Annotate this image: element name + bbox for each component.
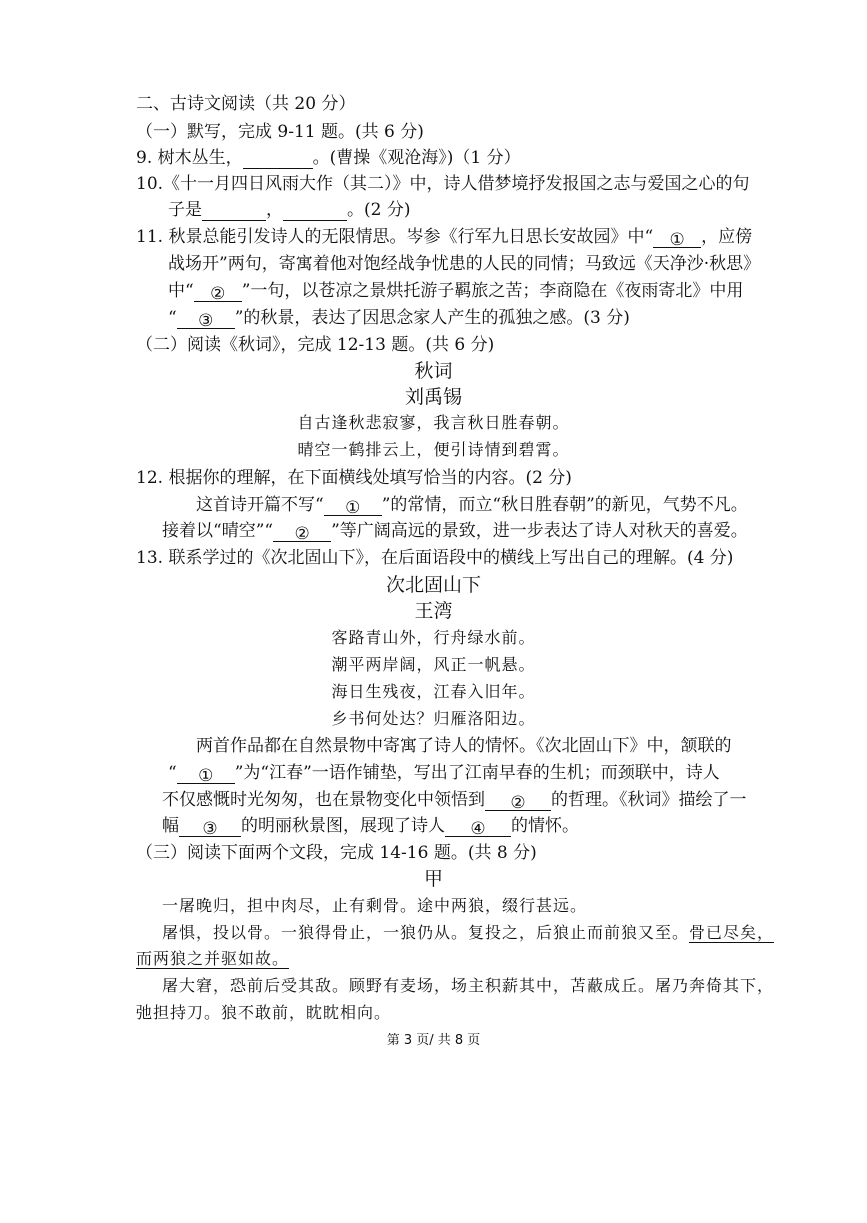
paragraph-line: [162, 789, 747, 811]
q10-text: 子是: [168, 200, 202, 220]
passage-line: 弛担持刀。狼不敢前，眈眈相向。: [136, 1003, 392, 1022]
poem-line: 乡书何处达？归雁洛阳边。: [331, 709, 536, 728]
poem-title: 秋词: [414, 360, 453, 382]
question-11: [136, 226, 752, 248]
part1-heading: （一）默写，完成 9-11 题。(共 6 分): [136, 122, 424, 142]
question-12-line3: [162, 520, 748, 542]
q10-separator: ，: [266, 200, 283, 220]
underlined-sentence: 骨已尽矣，: [689, 923, 775, 942]
q9-text: 9. 树木丛生，: [136, 148, 243, 168]
q12-text: ”的常情，而立“秋日胜春朝”的新见，气势不凡。: [381, 495, 748, 515]
passage-text: 屠惧，投以骨。一狼得骨止，一狼仍从。复投之，后狼止而前狼又至。: [162, 923, 690, 942]
poem-line: 海日生残夜，江春入旧年。: [331, 682, 536, 701]
answer-blank-4[interactable]: ④: [445, 818, 511, 837]
page-footer: 第 3 页/ 共 8 页: [386, 1033, 481, 1048]
para-text: 的明丽秋景图，展现了诗人: [241, 816, 445, 836]
answer-blank-3[interactable]: ③: [177, 310, 235, 329]
para-text: 不仅感慨时光匆匆，也在景物变化中领悟到: [162, 790, 485, 810]
q12-text: 接着以“晴空”“: [162, 521, 274, 541]
answer-blank[interactable]: [283, 202, 347, 221]
question-10-line2: [168, 199, 410, 221]
q12-text: ”等广阔高远的景致，进一步表达了诗人对秋天的喜爱。: [331, 521, 748, 541]
answer-blank[interactable]: [243, 150, 313, 169]
q11-text: 11. 秋景总能引发诗人的无限情思。岑参《行军九日思长安故园》中“: [136, 227, 654, 247]
answer-blank-2[interactable]: ②: [273, 523, 331, 542]
para-text: 幅: [162, 816, 179, 836]
para-text: “: [168, 763, 177, 783]
question-12: 12. 根据你的理解，在下面横线处填写恰当的内容。(2 分): [136, 468, 572, 488]
q9-source: 。(曹操《观沧海》)（1 分）: [312, 148, 521, 168]
part3-heading: （三）阅读下面两个文段，完成 14-16 题。(共 8 分): [136, 843, 537, 863]
poem-title: 次北固山下: [385, 574, 481, 596]
para-text: ”为“江春”一语作铺垫，写出了江南早春的生机；而颈联中，诗人: [234, 763, 720, 783]
question-11-line2: 战场开”两句，寄寓着他对饱经战争忧患的人民的同情；马致远《天净沙·秋思》: [168, 254, 761, 274]
q11-text: 中“: [168, 281, 194, 301]
q10-score: 。(2 分): [347, 200, 411, 220]
answer-blank-1[interactable]: ①: [324, 497, 382, 516]
answer-blank-2[interactable]: ②: [485, 792, 551, 811]
question-12-line2: [196, 494, 748, 516]
paragraph-line: [168, 762, 720, 784]
question-13: 13. 联系学过的《次北固山下》，在后面语段中的横线上写出自己的理解。(4 分): [136, 548, 734, 568]
paragraph-line: [162, 815, 579, 837]
poem-line: 潮平两岸阔，风正一帆悬。: [331, 655, 536, 674]
passage-line: [162, 922, 774, 944]
answer-blank-1[interactable]: ①: [653, 229, 701, 248]
paragraph-line: 两首作品都在自然景物中寄寓了诗人的情怀。《次北固山下》中，颔联的: [196, 736, 732, 756]
q11-text: ”一句，以苍凉之景烘托游子羁旅之苦；李商隐在《夜雨寄北》中用: [241, 281, 744, 301]
poem-author: 刘禹锡: [404, 386, 462, 408]
q11-text: ，应傍: [701, 227, 753, 247]
passage-line: 屠大窘，恐前后受其敌。顾野有麦场，场主积薪其中，苫蔽成丘。屠乃奔倚其下，: [162, 976, 775, 995]
question-11-line4: [168, 307, 630, 329]
answer-blank-1[interactable]: ①: [177, 765, 235, 784]
underlined-sentence: 而两狼之并驱如故。: [136, 949, 290, 968]
poem-author: 王湾: [414, 600, 453, 622]
poem-line: 自古逢秋悲寂寥，我言秋日胜春朝。: [297, 413, 570, 432]
q12-text: 这首诗开篇不写“: [196, 495, 324, 515]
answer-blank-2[interactable]: ②: [194, 283, 242, 302]
part2-heading: （二）阅读《秋词》，完成 12-13 题。(共 6 分): [136, 335, 495, 355]
passage-line: 一屠晚归，担中肉尽，止有剩骨。途中两狼，缀行甚远。: [162, 896, 588, 915]
passage-line: [136, 948, 289, 970]
passage-label: 甲: [423, 868, 443, 890]
poem-line: 客路青山外，行舟绿水前。: [331, 628, 536, 647]
poem-line: 晴空一鹤排云上，便引诗情到碧霄。: [297, 440, 570, 459]
section-heading: 二、古诗文阅读（共 20 分）: [136, 94, 356, 114]
para-text: 的哲理。《秋词》描绘了一: [551, 790, 747, 810]
question-9: [136, 147, 521, 169]
question-10: 10.《十一月四日风雨大作（其二）》中，诗人借梦境抒发报国之志与爱国之心的句: [136, 174, 750, 194]
answer-blank[interactable]: [202, 202, 266, 221]
q11-text: ”的秋景，表达了因思念家人产生的孤独之感。(3 分): [234, 308, 630, 328]
para-text: 的情怀。: [511, 816, 579, 836]
answer-blank-3[interactable]: ③: [179, 818, 241, 837]
question-11-line3: [168, 280, 743, 302]
q11-text: “: [168, 308, 177, 328]
